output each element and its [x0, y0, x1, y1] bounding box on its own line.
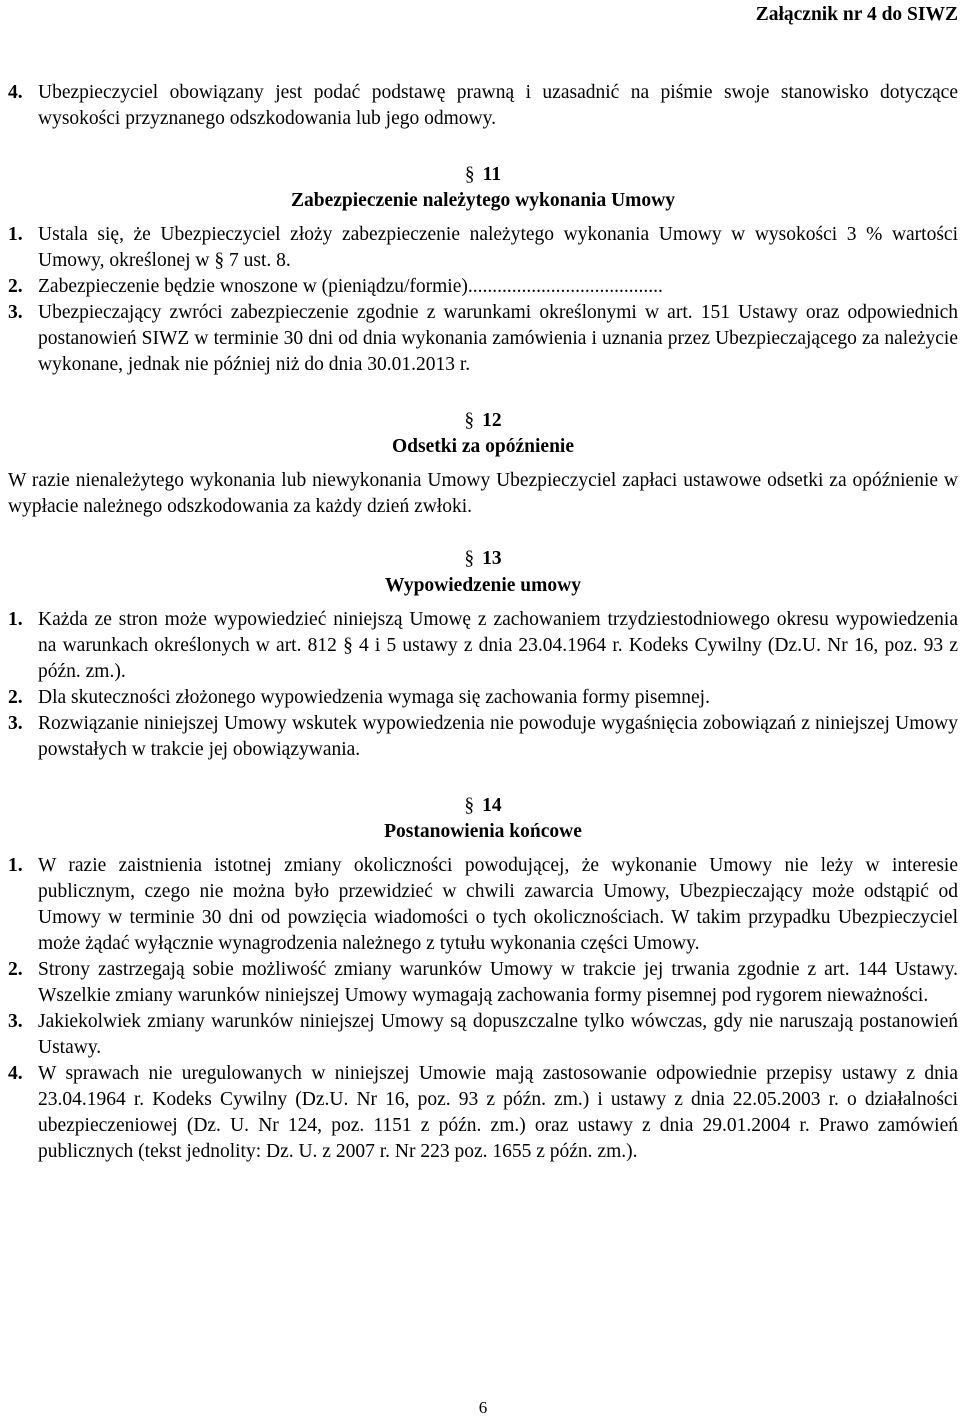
- section-14-title: Postanowienia końcowe: [384, 821, 582, 842]
- paragraph: 3. Jakiekolwiek zmiany warunków niniejszej Umowy są dopuszczalne tylko wówczas, gdy nie naruszają postanowień Ustawy.: [8, 1011, 958, 1058]
- paragraph: [8, 80, 958, 132]
- annex-label: Załącznik nr 4 do SIWZ: [755, 4, 958, 25]
- paragraph: 1. Każda ze stron może wypowiedzieć niniejszą Umowę z zachowaniem trzydziestodniowego okresu wypowiedzenia na warunkach określonych w art. 812 § 4 i 5 ustawy z dnia 23.04.1964 r. Kodeks Cywilny (Dz.U. Nr 16, poz. 93 z późn. zm.).: [8, 609, 958, 682]
- paragraph: 3. Rozwiązanie niniejszej Umowy wskutek wypowiedzenia nie powoduje wygaśnięcia zobowiązań z niniejszej Umowy powstałych w trakcie jej obowiązywania.: [8, 713, 958, 760]
- section-14-number: § 14: [464, 795, 502, 816]
- paragraph: 1. Ustala się, że Ubezpieczyciel złoży zabezpieczenie należytego wykonania Umowy w wysokości 3 % wartości Umowy, określonej w § 7 ust. 8.: [8, 224, 958, 271]
- paragraph: 2. Strony zastrzegają sobie możliwość zmiany warunków Umowy w trakcie jej trwania zgodnie z art. 144 Ustawy. Wszelkie zmiany warunków niniejszej Umowy wymagają zachowania formy pisemnej pod rygorem nieważności.: [8, 959, 958, 1006]
- section-11-body: [8, 222, 958, 378]
- paragraph: 4. W sprawach nie uregulowanych w niniejszej Umowie mają zastosowanie odpowiednie przepisy ustawy z dnia 23.04.1964 r. Kodeks Cywilny (Dz.U. Nr 16, poz. 93 z późn. zm.) i ustawy z dnia 22.05.2003 r. o działalności ubezpieczeniowej (Dz. U. Nr 124, poz. 1151 z późn. zm.) oraz ustawy z dnia 29.01.2004 r. Prawo zamówień publicznych (tekst jednolity: Dz. U. z 2007 r. Nr 223 poz. 1655 z późn. zm.).: [8, 1063, 958, 1162]
- section-continuation: [8, 80, 958, 132]
- section-12-number: § 12: [464, 410, 502, 431]
- paragraph: 1. W razie zaistnienia istotnej zmiany okoliczności powodującej, że wykonanie Umowy nie leży w interesie publicznym, czego nie można było przewidzieć w chwili zawarcia Umowy, Ubezpieczający może odstąpić od Umowy w terminie 30 dni od powzięcia wiadomości o tych okolicznościach. W takim przypadku Ubezpieczyciel może żądać wyłącznie wynagrodzenia należnego z tytułu wykonania części Umowy.: [8, 855, 958, 954]
- section-symbol: §: [464, 164, 475, 185]
- paragraph: 2. Dla skuteczności złożonego wypowiedzenia wymaga się zachowania formy pisemnej.: [8, 687, 710, 708]
- document-page: [8, 0, 960, 1417]
- paragraph: 2. Zabezpieczenie będzie wnoszone w (pieniądzu/formie)........................................: [8, 276, 663, 297]
- section-13-number: § 13: [464, 548, 502, 569]
- section-14-body: [8, 853, 958, 1165]
- section-12-title: Odsetki za opóźnienie: [391, 436, 574, 457]
- paragraph-text: Ubezpieczyciel obowiązany jest podać podstawę prawną i uzasadnić na piśmie swoje stanowisko dotyczące wysokości przyznanego odszkodowania lub jego odmowy.: [38, 82, 958, 129]
- section-13-title: Wypowiedzenie umowy: [385, 575, 581, 596]
- section-11-number: § 11: [464, 164, 502, 185]
- paragraph-number: 4.: [8, 82, 23, 103]
- section-13-body: [8, 607, 958, 763]
- section-11-title: Zabezpieczenie należytego wykonania Umowy: [290, 190, 675, 211]
- page-number: 6: [478, 1398, 488, 1417]
- section-12-body: [8, 468, 958, 520]
- paragraph: 3. Ubezpieczający zwróci zabezpieczenie zgodnie z warunkami określonymi w art. 151 Ustawy oraz odpowiednich postanowień SIWZ w terminie 30 dni od dnia wykonania zamówienia i uznania przez Ubezpieczającego za należycie wykonane, jednak nie później niż do dnia 30.01.2013 r.: [8, 302, 958, 375]
- paragraph-text: W razie nienależytego wykonania lub niewykonania Umowy Ubezpieczyciel zapłaci ustawowe odsetki za opóźnienie w wypłacie należnego odszkodowania za każdy dzień zwłoki.: [8, 470, 958, 517]
